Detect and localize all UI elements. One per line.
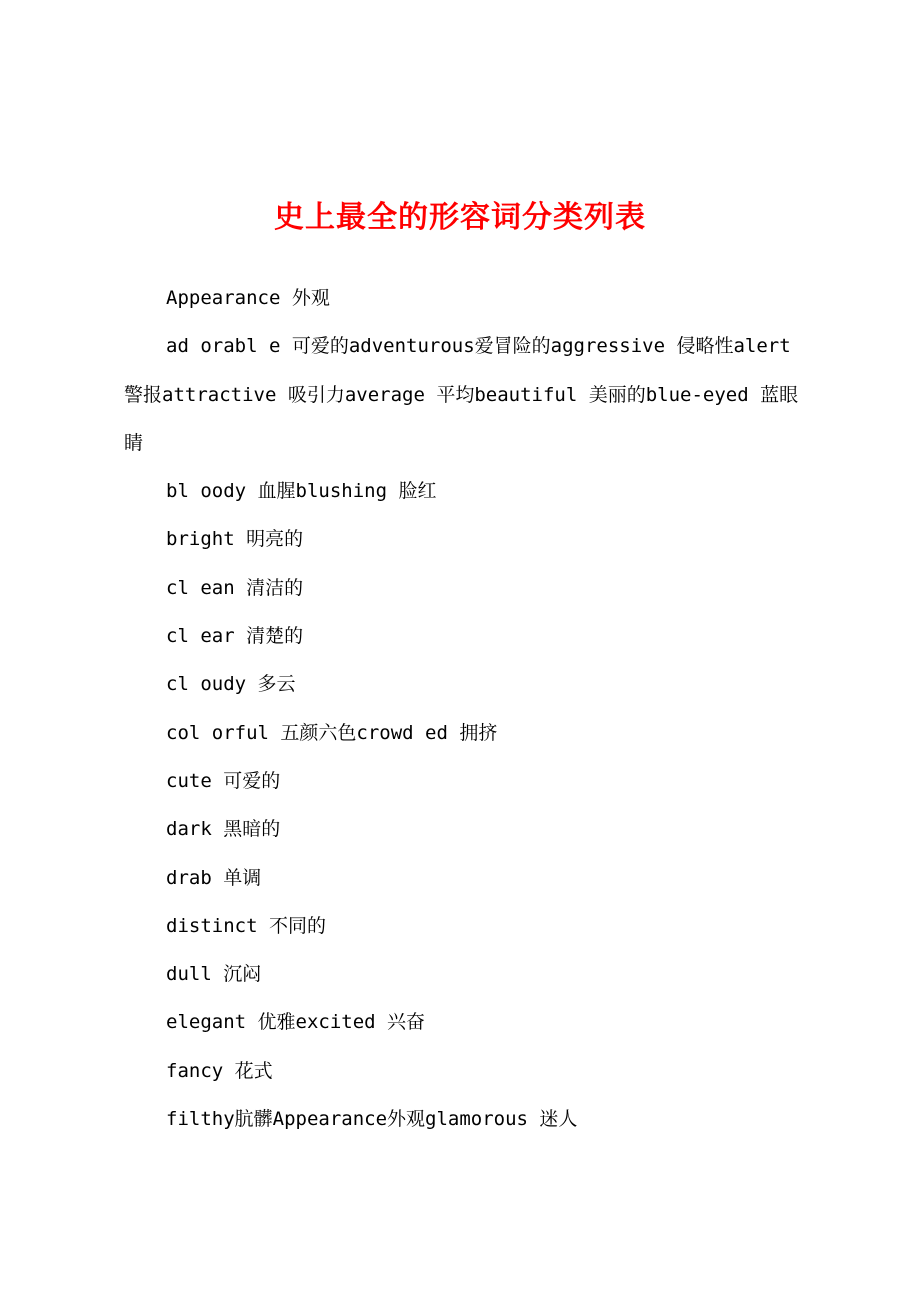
document-body — [124, 274, 808, 1143]
paragraph-cloudy: cl oudy 多云 — [166, 673, 296, 696]
document-title: 史上最全的形容词分类列表 — [274, 200, 646, 235]
paragraph-adjectives-a-b: ad orabl e 可爱的adventurous爱冒险的aggressive 侵略性alert警报attractive 吸引力average 平均beautiful 美丽的blue-eyed 蓝眼睛 — [124, 335, 799, 454]
paragraph-clean: cl ean 清洁的 — [166, 576, 304, 599]
paragraph-distinct: distinct 不同的 — [166, 914, 326, 937]
paragraph-cute: cute 可爱的 — [166, 769, 281, 792]
paragraph-appearance-heading: Appearance 外观 — [166, 287, 330, 309]
paragraph-clear: cl ear 清楚的 — [166, 625, 304, 648]
paragraph-drab: drab 单调 — [166, 866, 262, 889]
paragraph-fancy: fancy 花式 — [166, 1059, 273, 1082]
paragraph-bloody: bl oody 血腥blushing 脸红 — [166, 480, 437, 503]
paragraph-dull: dull 沉闷 — [166, 963, 262, 986]
paragraph-bright: bright 明亮的 — [166, 528, 304, 551]
paragraph-elegant: elegant 优雅excited 兴奋 — [166, 1011, 426, 1034]
paragraph-filthy: filthy肮髒Appearance外观glamorous 迷人 — [166, 1108, 578, 1131]
paragraph-colorful: col orful 五颜六色crowd ed 拥挤 — [166, 721, 498, 744]
paragraph-dark: dark 黑暗的 — [166, 818, 281, 841]
